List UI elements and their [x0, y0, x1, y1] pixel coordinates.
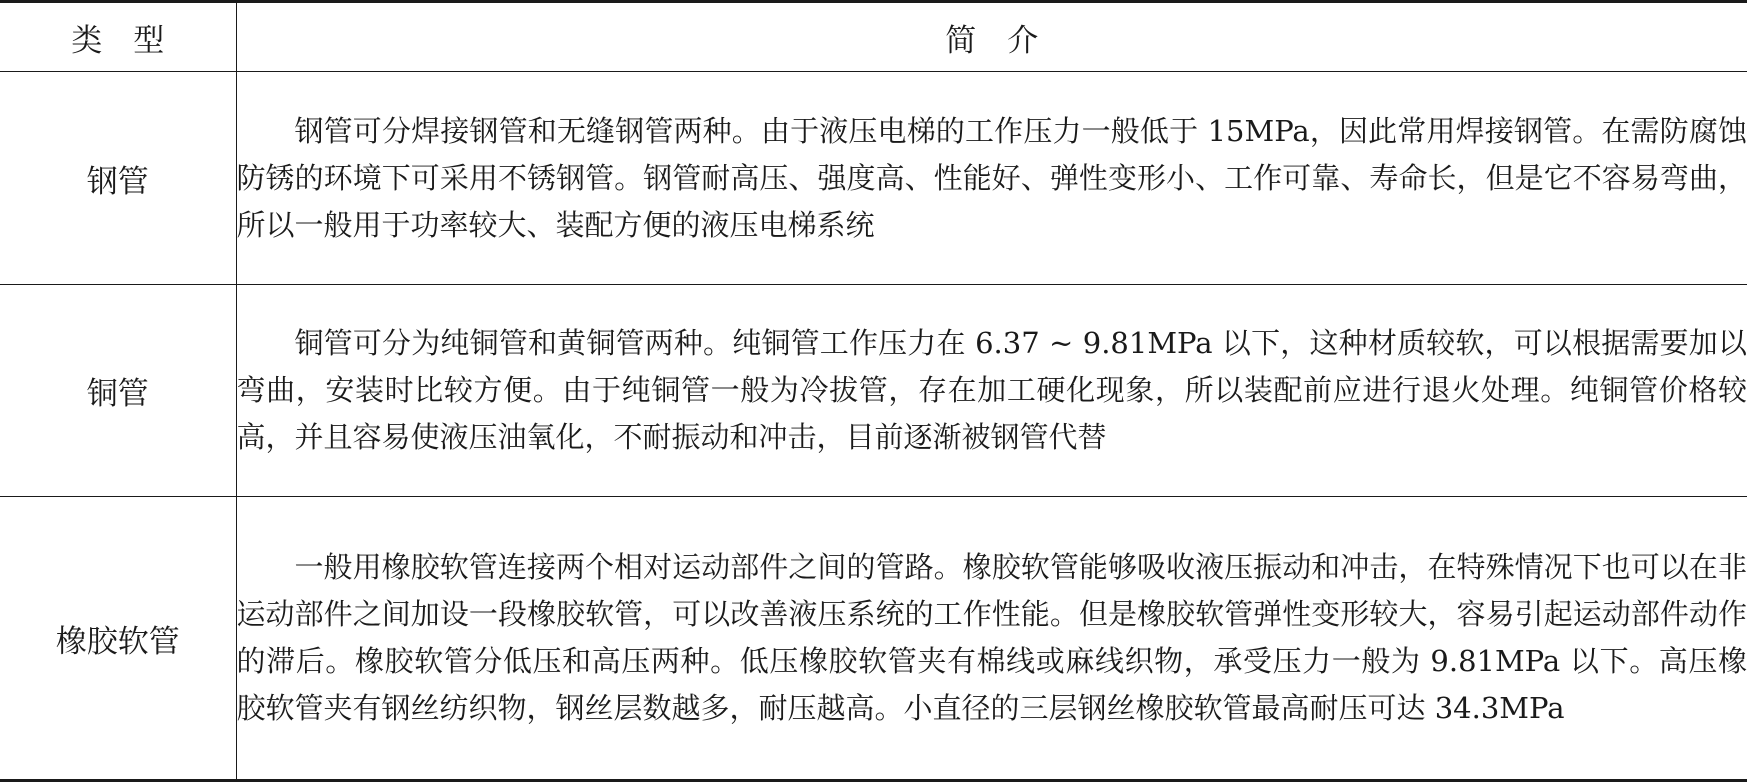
- table-row-steel-pipe: [0, 72, 1747, 285]
- type-cell: 铜管: [0, 285, 236, 497]
- table-header-row: [0, 2, 1747, 72]
- type-cell: 钢管: [0, 72, 236, 285]
- description-cell: [236, 285, 1747, 497]
- description-text: 一般用橡胶软管连接两个相对运动部件之间的管路。橡胶软管能够吸收液压振动和冲击，在特殊情况下也可以在非运动部件之间加设一段橡胶软管，可以改善液压系统的工作性能。但是橡胶软管弹性变形较大，容易引起运动部件动作的滞后。橡胶软管分低压和高压两种。低压橡胶软管夹有棉线或麻线织物，承受压力一般为 9.81MPa 以下。高压橡胶软管夹有钢丝纺织物，钢丝层数越多，耐压越高。小直径的三层钢丝橡胶软管最高耐压可达 34.3MPa: [236, 550, 1747, 725]
- table-row-copper-pipe: [0, 285, 1747, 497]
- description-cell: [236, 497, 1747, 781]
- column-header-type: [0, 2, 236, 72]
- description-text: 铜管可分为纯铜管和黄铜管两种。纯铜管工作压力在 6.37 ~ 9.81MPa 以下，这种材质较软，可以根据需要加以弯曲，安装时比较方便。由于纯铜管一般为冷拔管，存在加工硬化现象，所以装配前应进行退火处理。纯铜管价格较高，并且容易使液压油氧化，不耐振动和冲击，目前逐渐被钢管代替: [236, 326, 1747, 454]
- table-row-rubber-hose: [0, 497, 1747, 781]
- type-cell: 橡胶软管: [0, 497, 236, 781]
- column-header-type-label: 类 型: [71, 22, 165, 59]
- column-header-description-label: 简 介: [945, 22, 1039, 59]
- column-header-description: [236, 2, 1747, 72]
- description-cell: [236, 72, 1747, 285]
- description-text: 钢管可分焊接钢管和无缝钢管两种。由于液压电梯的工作压力一般低于 15MPa，因此常用焊接钢管。在需防腐蚀防锈的环境下可采用不锈钢管。钢管耐高压、强度高、性能好、弹性变形小、工作可靠、寿命长，但是它不容易弯曲，所以一般用于功率较大、装配方便的液压电梯系统: [236, 113, 1747, 242]
